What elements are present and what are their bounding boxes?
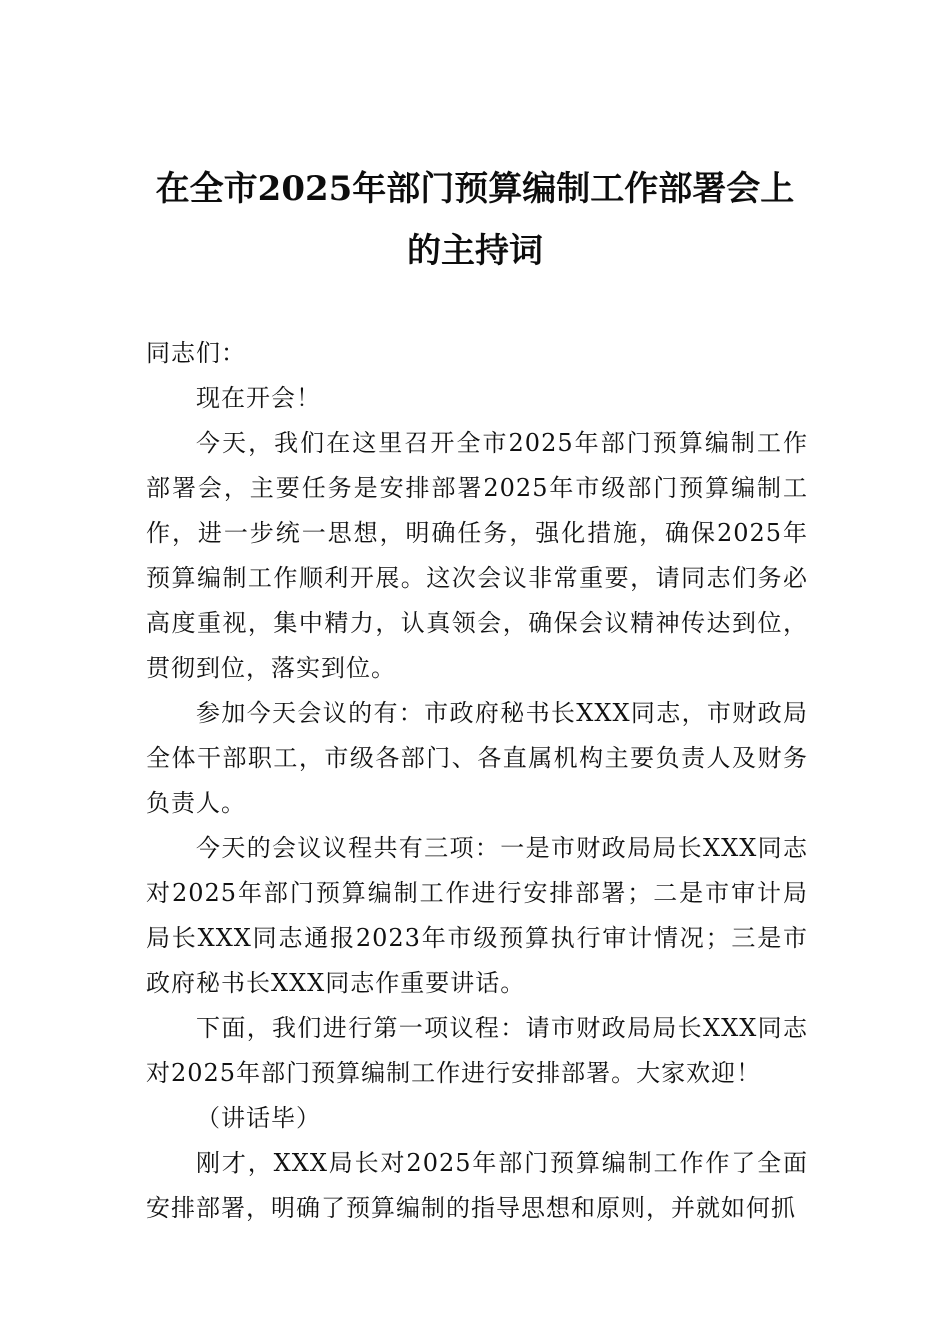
document-body — [146, 331, 808, 1231]
paragraph-speech-end: （讲话毕） — [196, 1104, 321, 1132]
paragraph-first-item: 下面，我们进行第一项议程：请市财政局局长XXX同志对2025年部门预算编制工作进行安排部署。大家欢迎！ — [146, 1014, 808, 1087]
title-line-1: 在全市2025年部门预算编制工作部署会上 — [155, 169, 795, 209]
paragraph-summary: 刚才，XXX局长对2025年部门预算编制工作作了全面安排部署，明确了预算编制的指导思想和原则，并就如何抓 — [146, 1149, 808, 1222]
salutation: 同志们： — [146, 339, 246, 367]
paragraph-attendees: 参加今天会议的有：市政府秘书长XXX同志，市财政局全体干部职工，市级各部门、各直属机构主要负责人及财务负责人。 — [146, 699, 808, 817]
paragraph-opening: 现在开会！ — [196, 384, 321, 412]
paragraph-purpose: 今天，我们在这里召开全市2025年部门预算编制工作部署会，主要任务是安排部署2025年市级部门预算编制工作，进一步统一思想，明确任务，强化措施，确保2025年预算编制工作顺利开展。这次会议非常重要，请同志们务必高度重视，集中精力，认真领会，确保会议精神传达到位，贯彻到位，落实到位。 — [146, 429, 808, 682]
title-line-2: 的主持词 — [407, 231, 543, 271]
paragraph-agenda: 今天的会议议程共有三项：一是市财政局局长XXX同志对2025年部门预算编制工作进行安排部署；二是市审计局局长XXX同志通报2023年市级预算执行审计情况；三是市政府秘书长XXX同志作重要讲话。 — [146, 834, 808, 997]
document-title — [120, 158, 830, 282]
